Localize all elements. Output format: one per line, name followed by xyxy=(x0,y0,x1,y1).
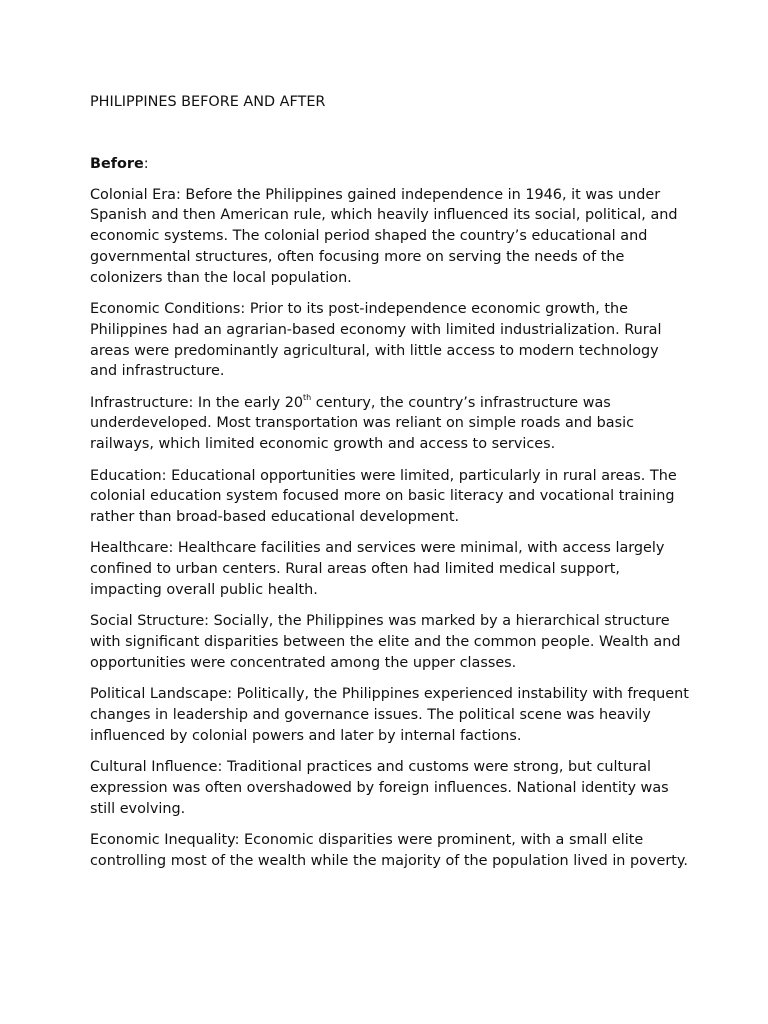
paragraph-healthcare: Healthcare: Healthcare facilities and services were minimal, with access largely confined to urban centers. Rural areas often had limited medical support, impacting overall public health. xyxy=(90,540,665,599)
paragraph-colonial-era: Colonial Era: Before the Philippines gained independence in 1946, it was under Spanish and then American rule, which heavily influenced its social, political, and economic systems. The colonial period shaped the country’s educational and governmental structures, often focusing more on serving the needs of the colonizers than the local population. xyxy=(90,186,678,286)
section-heading-before xyxy=(90,154,690,174)
document-title: PHILIPPINES BEFORE AND AFTER xyxy=(90,94,326,110)
paragraph-political-landscape: Political Landscape: Politically, the Philippines experienced instability with frequent changes in leadership and governance issues. The political scene was heavily influenced by colonial powers and later by internal factions. xyxy=(90,686,689,744)
infrastructure-text-end: century, the country’s infrastructure was underdeveloped. Most transportation was reliant on simple roads and basic railways, which limited economic growth and access to services. xyxy=(90,394,634,453)
paragraph-economic-conditions: Economic Conditions: Prior to its post-independence economic growth, the Philippines had an agrarian-based economy with limited industrialization. Rural areas were predominantly agricultural, with little access to modern technology and infrastructure. xyxy=(90,300,662,380)
infrastructure-text-start: Infrastructure: In the early 20 xyxy=(90,394,304,411)
paragraph-economic-inequality: Economic Inequality: Economic disparities were prominent, with a small elite controlling most of the wealth while the majority of the population lived in poverty. xyxy=(90,832,688,869)
section-heading-colon: : xyxy=(143,156,149,172)
section-heading-label: Before xyxy=(90,156,144,172)
paragraph-social-structure: Social Structure: Socially, the Philippines was marked by a hierarchical structure with significant disparities between the elite and the common people. Wealth and opportunities were concentrated among the upper classes. xyxy=(90,613,681,671)
paragraph-education: Education: Educational opportunities were limited, particularly in rural areas. The colonial education system focused more on basic literacy and vocational training rather than broad-based educational development. xyxy=(90,467,677,526)
paragraph-infrastructure xyxy=(90,393,690,455)
ordinal-superscript: th xyxy=(303,392,312,402)
document-page xyxy=(90,92,690,872)
paragraph-cultural-influence: Cultural Influence: Traditional practices and customs were strong, but cultural expression was often overshadowed by foreign influences. National identity was still evolving. xyxy=(90,759,669,817)
